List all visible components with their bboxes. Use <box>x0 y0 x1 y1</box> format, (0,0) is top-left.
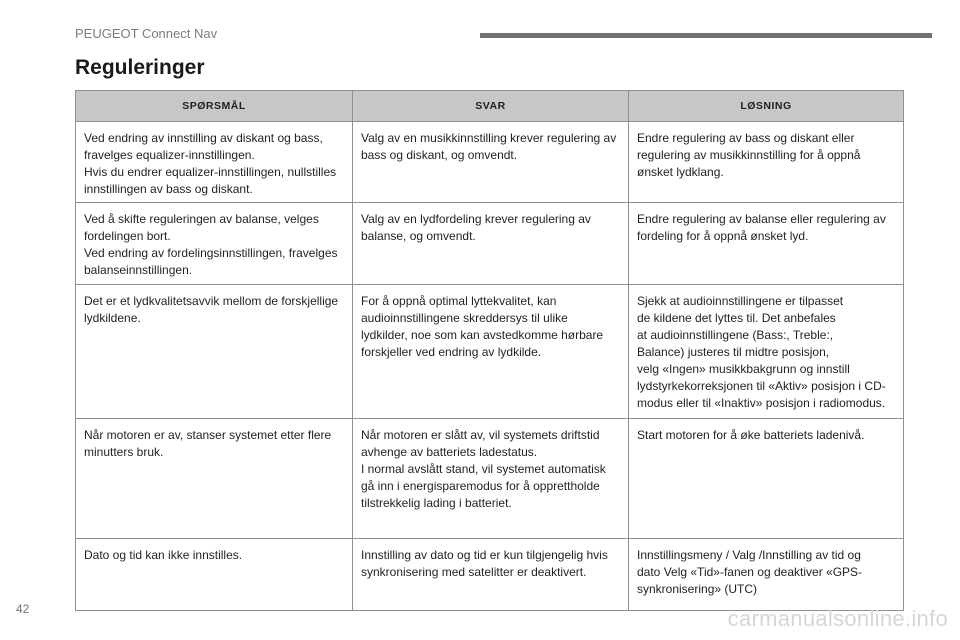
cell-line: synkronisering» (UTC) <box>637 582 758 596</box>
solution-cell <box>629 419 904 539</box>
cell-line: Endre regulering av bass og diskant eller <box>637 131 855 145</box>
table-row <box>76 285 904 419</box>
cell-line: ønsket lydklang. <box>637 165 724 179</box>
table-row <box>76 419 904 539</box>
cell-line: For å oppnå optimal lyttekvalitet, kan <box>361 294 557 308</box>
cell-line: Når motoren er av, stanser systemet etter flere <box>84 428 332 442</box>
cell-line: lydstyrkekorreksjonen til «Aktiv» posisjon i CD- <box>637 379 886 393</box>
question-cell <box>76 419 353 539</box>
watermark: carmanualsonline.info <box>727 606 948 631</box>
cell-line: Innstilling av dato og tid er kun tilgjengelig hvis <box>361 548 608 562</box>
cell-line: Hvis du endrer equalizer-innstillingen, nullstilles <box>84 165 337 179</box>
cell-line: Valg av en musikkinnstilling krever regulering av <box>361 131 617 145</box>
cell-line: dato Velg «Tid»-fanen og deaktiver «GPS- <box>637 565 863 579</box>
answer-cell <box>353 203 629 285</box>
cell-line: lydkilder, noe som kan avstedkomme hørbare <box>361 328 604 342</box>
answer-cell <box>353 539 629 611</box>
cell-line: Valg av en lydfordeling krever regulering av <box>361 212 591 226</box>
cell-line: fordeling for å oppnå ønsket lyd. <box>637 229 809 243</box>
cell-line: avhenge av batteriets ladestatus. <box>361 445 538 459</box>
question-cell <box>76 285 353 419</box>
faq-table <box>75 90 904 611</box>
cell-line: Endre regulering av balanse eller regulering av <box>637 212 886 226</box>
answer-cell <box>353 122 629 203</box>
column-header-solution: LØSNING <box>629 91 904 122</box>
cell-line: tilstrekkelig lading i batteriet. <box>361 496 512 510</box>
cell-line: innstillingen av bass og diskant. <box>84 182 253 196</box>
table-row <box>76 122 904 203</box>
cell-line: balanse, og omvendt. <box>361 229 476 243</box>
question-cell <box>76 203 353 285</box>
cell-line: de kildene det lyttes til. Det anbefales <box>637 311 836 325</box>
page-title: Reguleringer <box>75 56 205 79</box>
cell-line: minutters bruk. <box>84 445 164 459</box>
header-text: PEUGEOT Connect Nav <box>75 26 218 41</box>
cell-line: balanseinnstillingen. <box>84 263 193 277</box>
cell-line: Dato og tid kan ikke innstilles. <box>84 548 243 562</box>
cell-line: Ved endring av innstilling av diskant og bass, <box>84 131 323 145</box>
cell-line: audioinnstillingene skreddersys til ulike <box>361 311 568 325</box>
table-row <box>76 539 904 611</box>
page-number: 42 <box>16 602 30 616</box>
question-cell <box>76 122 353 203</box>
cell-line: Sjekk at audioinnstillingene er tilpasset <box>637 294 844 308</box>
answer-cell <box>353 285 629 419</box>
cell-line: at audioinnstillingene (Bass:, Treble:, <box>637 328 834 342</box>
cell-line: Ved å skifte reguleringen av balanse, velges <box>84 212 319 226</box>
cell-line: Balance) justeres til midtre posisjon, <box>637 345 830 359</box>
solution-cell <box>629 285 904 419</box>
cell-line: forskjeller ved endring av lydkilde. <box>361 345 542 359</box>
cell-line: gå inn i energisparemodus for å opprettholde <box>361 479 600 493</box>
column-header-answer: SVAR <box>353 91 629 122</box>
cell-line: fravelges equalizer-innstillingen. <box>84 148 255 162</box>
cell-line: Det er et lydkvalitetsavvik mellom de forskjellige <box>84 294 339 308</box>
cell-line: Start motoren for å øke batteriets ladenivå. <box>637 428 865 442</box>
cell-line: I normal avslått stand, vil systemet automatisk <box>361 462 606 476</box>
cell-line: Ved endring av fordelingsinnstillingen, fravelges <box>84 246 338 260</box>
header-bar <box>480 33 932 38</box>
cell-line: Når motoren er slått av, vil systemets driftstid <box>361 428 600 442</box>
cell-line: regulering av musikkinnstilling for å oppnå <box>637 148 861 162</box>
cell-line: synkronisering med satelitter er deaktivert. <box>361 565 587 579</box>
cell-line: Innstillingsmeny / Valg /Innstilling av tid og <box>637 548 861 562</box>
column-header-question: SPØRSMÅL <box>76 91 353 122</box>
solution-cell <box>629 203 904 285</box>
cell-line: velg «Ingen» musikkbakgrunn og innstill <box>637 362 850 376</box>
cell-line: bass og diskant, og omvendt. <box>361 148 518 162</box>
table-header-row <box>76 91 904 122</box>
cell-line: lydkildene. <box>84 311 141 325</box>
solution-cell <box>629 539 904 611</box>
table-row <box>76 203 904 285</box>
question-cell <box>76 539 353 611</box>
answer-cell <box>353 419 629 539</box>
solution-cell <box>629 122 904 203</box>
cell-line: fordelingen bort. <box>84 229 171 243</box>
cell-line: modus eller til «Inaktiv» posisjon i radiomodus. <box>637 396 886 410</box>
